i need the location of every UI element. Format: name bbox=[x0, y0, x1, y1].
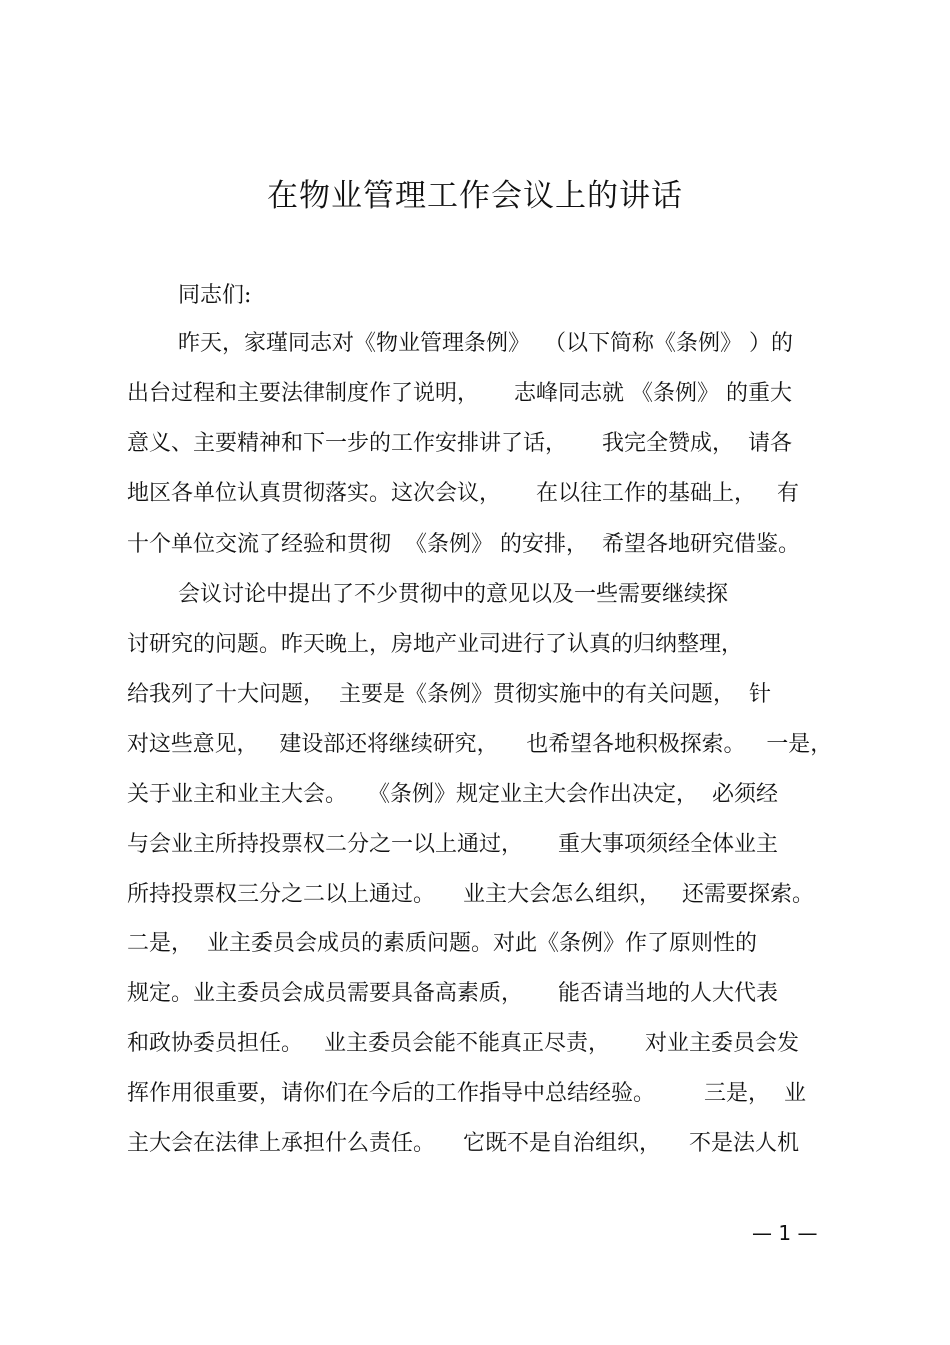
paragraph-line: 对这些意见， 建设部还将继续研究， 也希望各地积极探索。 一是， bbox=[127, 732, 833, 757]
paragraph-line: 地区各单位认真贯彻落实。这次会议， 在以往工作的基础上， 有 bbox=[127, 481, 799, 506]
paragraph-line: 讨研究的问题。昨天晚上，房地产业司进行了认真的归纳整理， bbox=[127, 632, 744, 657]
paragraph-line: 出台过程和主要法律制度作了说明， 志峰同志就 《条例》 的重大 bbox=[127, 381, 792, 406]
paragraph-line: 挥作用很重要，请你们在今后的工作指导中总结经验。 三是， 业 bbox=[127, 1081, 806, 1106]
paragraph-line: 规定。业主委员会成员需要具备高素质， 能否请当地的人大代表 bbox=[127, 981, 778, 1006]
paragraph-line: 所持投票权三分之二以上通过。 业主大会怎么组织， 还需要探索。 bbox=[127, 882, 814, 907]
paragraph-line: 十个单位交流了经验和贯彻 《条例》 的安排， 希望各地研究借鉴。 bbox=[127, 532, 800, 557]
paragraph-line: 与会业主所持投票权二分之一以上通过， 重大事项须经全体业主 bbox=[127, 832, 778, 857]
paragraph-line: 主大会在法律上承担什么责任。 它既不是自治组织， 不是法人机 bbox=[127, 1131, 799, 1156]
page-number: — 1 — bbox=[752, 1221, 818, 1245]
paragraph-line: 二是， 业主委员会成员的素质问题。对此《条例》作了原则性的 bbox=[127, 931, 757, 956]
paragraph-line: 给我列了十大问题， 主要是《条例》贯彻实施中的有关问题， 针 bbox=[127, 682, 771, 707]
paragraph-line: 会议讨论中提出了不少贯彻中的意见以及一些需要继续探 bbox=[178, 582, 729, 607]
paragraph-line: 意义、主要精神和下一步的工作安排讲了话， 我完全赞成， 请各 bbox=[127, 431, 792, 456]
document-title: 在物业管理工作会议上的讲话 bbox=[267, 178, 683, 214]
paragraph-line: 关于业主和业主大会。 《条例》规定业主大会作出决定， 必须经 bbox=[127, 782, 778, 807]
paragraph-line: 昨天，家瑾同志对《物业管理条例》 （以下简称《条例》 ）的 bbox=[178, 331, 793, 356]
paragraph-line: 和政协委员担任。 业主委员会能不能真正尽责， 对业主委员会发 bbox=[127, 1031, 799, 1056]
salutation: 同志们: bbox=[178, 283, 252, 308]
